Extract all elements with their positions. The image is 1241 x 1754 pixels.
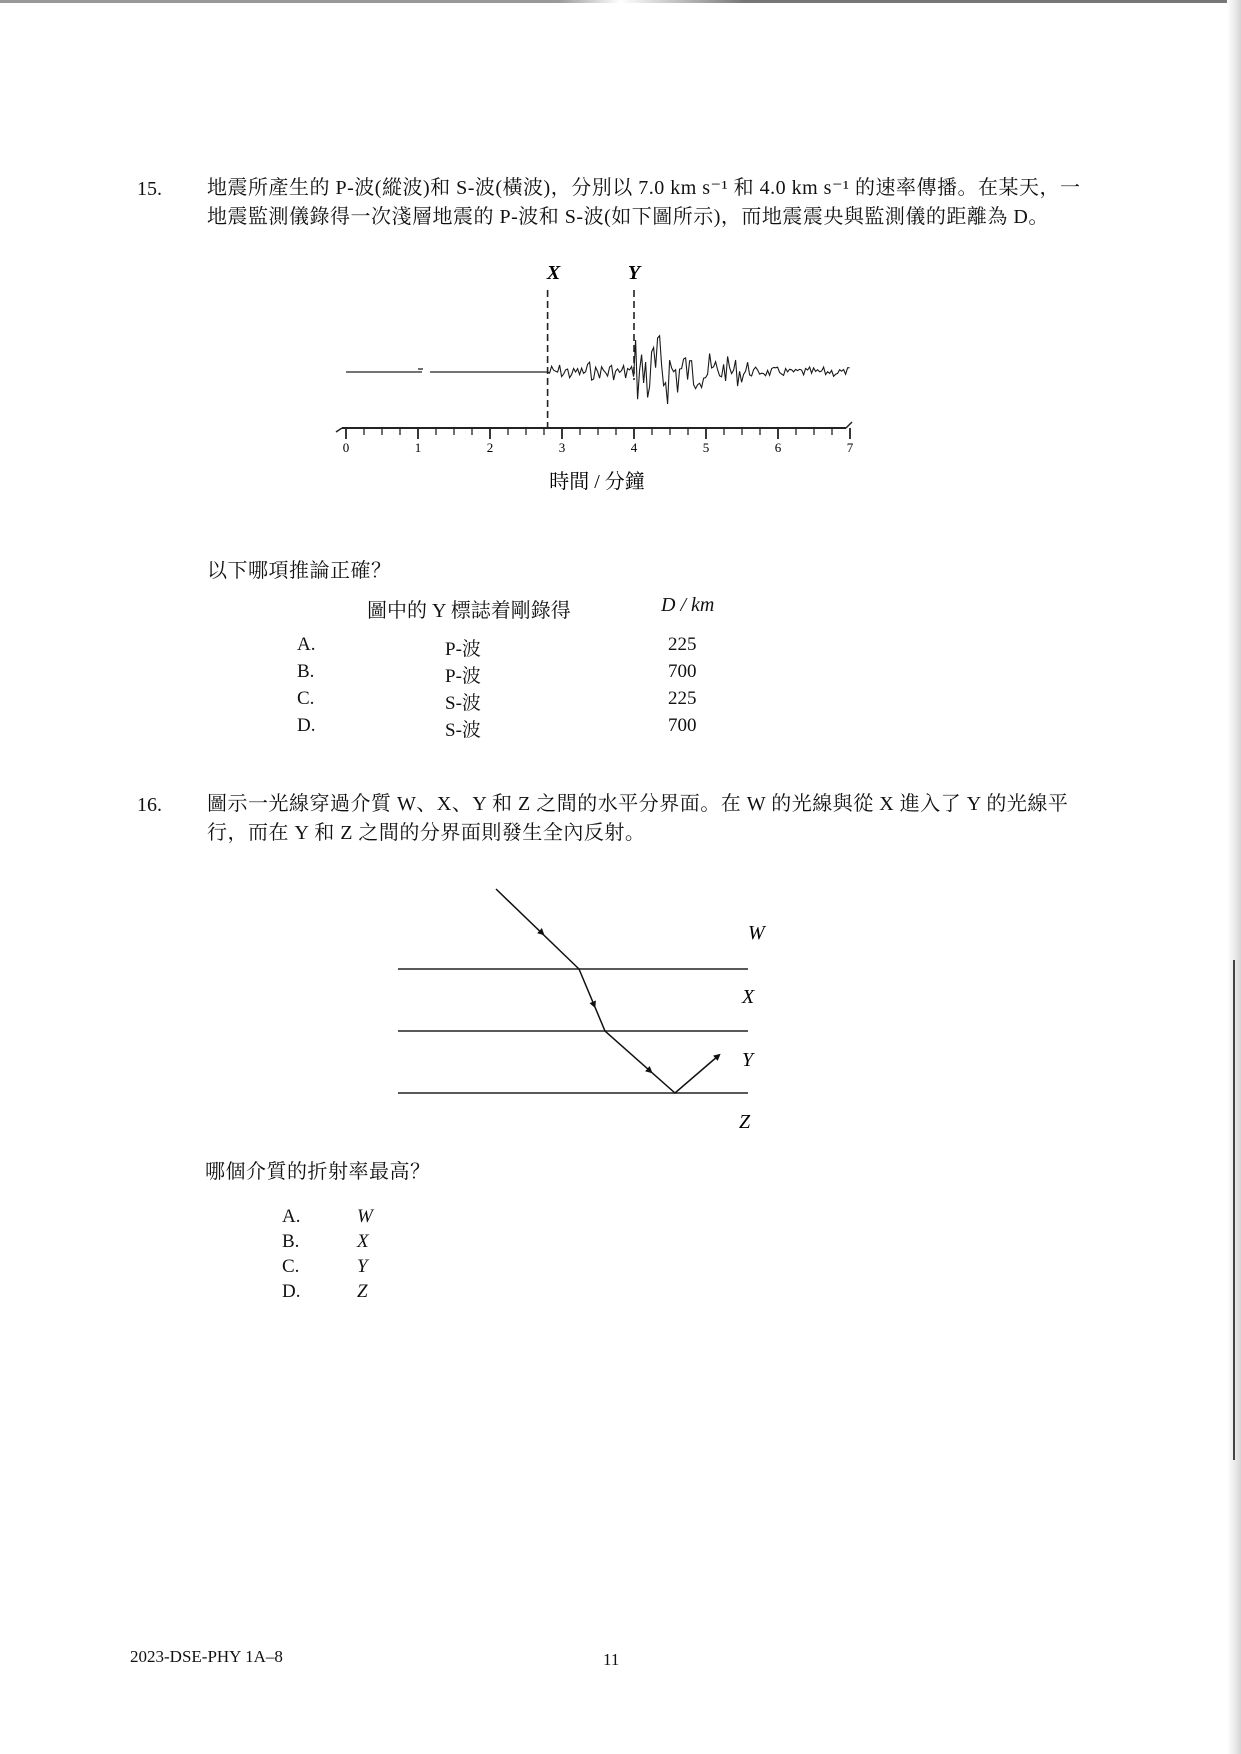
- marker-x-label: X: [546, 262, 561, 284]
- tick-label-6: 6: [774, 440, 782, 455]
- option-15-b-distance: 700: [668, 661, 697, 682]
- time-axis-label: 時間 / 分鐘: [549, 471, 645, 493]
- question-15-number: 15.: [137, 178, 162, 200]
- question-16-number: 16.: [137, 794, 162, 816]
- time-axis-ticks: [346, 428, 850, 439]
- medium-label-x: X: [742, 986, 755, 1008]
- option-15-d-distance: 700: [668, 715, 697, 736]
- page-number: 11: [603, 1650, 620, 1669]
- option-15-a-distance: 225: [668, 634, 697, 655]
- medium-label-y: Y: [742, 1049, 754, 1071]
- time-axis-start-hook: [336, 428, 342, 432]
- option-15-a-letter: A.: [297, 634, 316, 655]
- tick-label-4: 4: [630, 440, 638, 455]
- paper-code: 2023-DSE-PHY 1A–8: [130, 1647, 283, 1666]
- seismogram-figure: [330, 256, 870, 496]
- option-15-c-wave: S-波: [445, 693, 481, 714]
- scan-top-rule: [0, 0, 1241, 3]
- option-16-c-letter: C.: [282, 1256, 300, 1277]
- option-16-a-value: W: [357, 1206, 373, 1227]
- table-header-distance: D / km: [661, 594, 715, 616]
- option-15-d-wave: S-波: [445, 720, 481, 741]
- medium-label-z: Z: [739, 1111, 751, 1133]
- question-15-text: 地震所產生的 P-波(縱波)和 S-波(橫波)，分別以 7.0 km s⁻¹ 和 4.0 km s⁻¹ 的速率傳播。在某天，一地震監測儀錄得一次淺層地震的 P-波和 S-波(如下圖所示)，而地震震央與監測儀的距離為 D。: [207, 177, 1081, 228]
- question-16-text: 圖示一光線穿過介質 W、X、Y 和 Z 之間的水平分界面。在 W 的光線與從 X 進入了 Y 的光線平行，而在 Y 和 Z 之間的分界面則發生全內反射。: [207, 793, 1069, 844]
- option-15-b-letter: B.: [297, 661, 315, 682]
- seismic-trace: [548, 336, 850, 404]
- option-16-b-letter: B.: [282, 1231, 300, 1252]
- marker-y-label: Y: [627, 262, 641, 284]
- tick-label-0: 0: [342, 440, 350, 455]
- scan-page-edge: [1227, 0, 1241, 1754]
- question-15-prompt: 以下哪項推論正確？: [207, 560, 392, 582]
- table-header-y-marks: 圖中的 Y 標誌着剛錄得: [367, 600, 571, 622]
- option-15-a-wave: P-波: [445, 639, 481, 660]
- tick-labels: [343, 440, 854, 455]
- tick-label-1: 1: [414, 440, 422, 455]
- tick-label-7: 7: [846, 440, 854, 455]
- tick-label-3: 3: [558, 440, 566, 455]
- option-15-d-letter: D.: [297, 715, 316, 736]
- option-16-b-value: X: [357, 1231, 369, 1252]
- time-axis-end-hook: [846, 422, 852, 428]
- tick-label-2: 2: [486, 440, 494, 455]
- option-15-c-letter: C.: [297, 688, 315, 709]
- question-16-prompt: 哪個介質的折射率最高？: [205, 1161, 431, 1183]
- option-16-d-letter: D.: [282, 1281, 301, 1302]
- option-16-a-letter: A.: [282, 1206, 301, 1227]
- option-16-d-value: Z: [357, 1281, 368, 1302]
- option-16-c-value: Y: [357, 1256, 368, 1277]
- light-ray-figure: [390, 880, 790, 1140]
- tick-label-5: 5: [702, 440, 710, 455]
- option-15-b-wave: P-波: [445, 666, 481, 687]
- light-ray: [496, 889, 718, 1093]
- scan-edge-line: [1233, 960, 1235, 1460]
- option-15-c-distance: 225: [668, 688, 697, 709]
- medium-label-w: W: [748, 922, 765, 944]
